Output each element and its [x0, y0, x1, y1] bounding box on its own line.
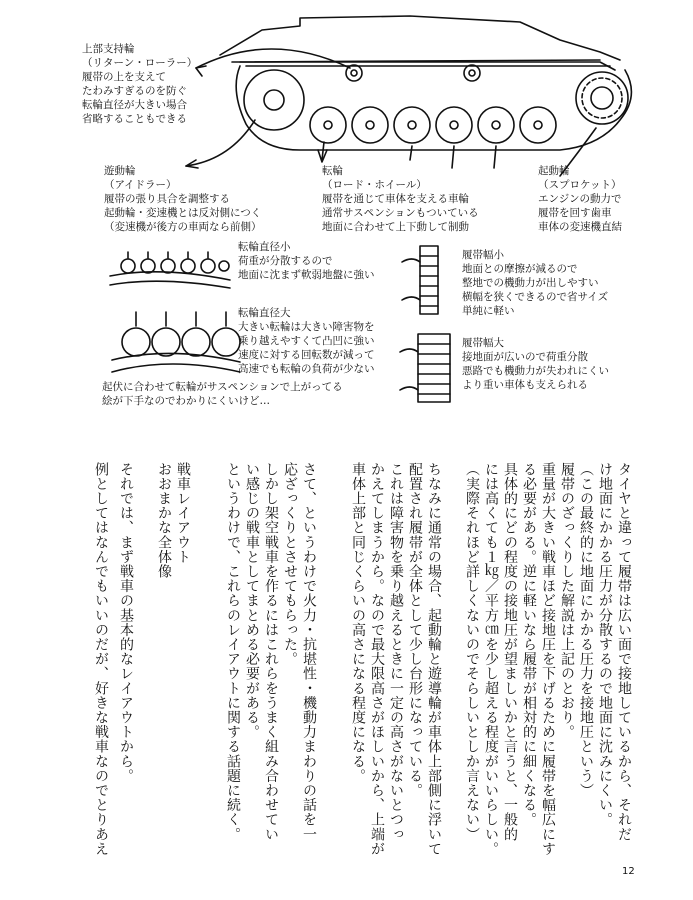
body-column-21: い感じの戦車としてまとめる必要がある。: [244, 462, 260, 740]
body-column-19: 応ざっくりとさせてもらった。: [282, 462, 298, 667]
annotation-large-wheel: 転輪直径大 大きい転輪は大きい障害物を 乗り越えやすくて凸凹に強い 速度に対する回転数が減って 高速でも転輪の負荷が少ない: [238, 307, 375, 375]
body-column-28: 例としてはなんでもいいのだが、好きな戦車なのでとりあえ: [93, 462, 109, 857]
body-column-10: （実際それほど詳しくないのでそらしいとしか言えない）: [464, 462, 480, 842]
section-subheading-overview: おおまかな全体像: [156, 462, 172, 579]
body-column-7: る必要がある。逆に軽いなら履帯が相対的に細くなる。: [521, 462, 537, 827]
body-column-14: これは障害物を乗り越えるときに一定の高さがないとつっ: [388, 462, 404, 842]
body-column-12: ちなみに通常の場合、起動輪と遊導輪が車体上部側に浮いて: [426, 462, 442, 857]
body-column-15: かえてしまうから。なので最大限高さがほしいから、上端が: [369, 462, 385, 857]
annotation-return-roller: 上部支持輪 （リターン・ローラー） 履帯の上を支えて たわみすぎるのを防ぐ 転輪直径が大きい場合 省略することもできる: [82, 43, 198, 125]
body-column-8: 具体的にどの程度の接地圧が望ましいかと言うと、一般的: [502, 462, 518, 842]
body-column-22: というわけで、これらのレイアウトに関する話題に続く。: [225, 462, 241, 842]
annotation-undulation: 起伏に合わせて転輪がサスペンションで上がってる 絵が下手なのでわかりにくいけど…: [102, 381, 343, 407]
page-number: 12: [622, 866, 635, 877]
body-column-3: （この最終的に地面にかかる圧力を接地圧という）: [578, 462, 594, 798]
section-heading-tank-layout: 戦車レイアウト: [175, 462, 191, 565]
body-column-18: さて、というわけで火力・抗堪性・機動力まわりの話を一: [301, 462, 317, 842]
body-column-6: 重量が大きい戦車ほど接地圧を下げるために履帯を幅広にす: [540, 462, 556, 857]
annotation-idler: 遊動輪 （アイドラー） 履帯の張り具合を調整する 起動輪・変速機とは反対側につく （変速機が後方の車両なら前側）: [104, 165, 262, 233]
annotation-wide-track: 履帯幅大 接地面が広いので荷重分散 悪路でも機動力が失われにくい より重い車体も支えられる: [462, 337, 609, 391]
body-column-27: それでは、まず戦車の基本的なレイアウトから。: [118, 462, 134, 784]
annotation-sprocket: 起動輪 （スプロケット） エンジンの動力で 履帯を回す歯車 車体の変速機直結: [538, 165, 622, 233]
body-column-1: タイヤと違って履帯は広い面で接地しているから、それだ: [616, 462, 632, 842]
body-column-20: しかし架空戦車を作るにはこれらをうまく組み合わせてい: [263, 462, 279, 842]
annotation-road-wheel: 転輪 （ロード・ホイール） 履帯を通じて車体を支える車輪 通常サスペンションもついている 地面に合わせて上下動して制動: [322, 165, 479, 233]
body-column-5: 履帯のざっくりした解説は上記のとおり。: [559, 462, 575, 740]
body-column-13: 配置され履帯が全体として少し台形になっている。: [407, 462, 423, 798]
annotation-narrow-track: 履帯幅小 地面との摩擦が減るので 整地での機動力が出しやすい 横幅を狭くできるので省サイズ 単純に軽い: [462, 249, 609, 317]
body-column-16: 車体上部と同じくらいの高さになる程度になる。: [350, 462, 366, 784]
body-column-9: には高くても１㎏／平方㎝を少し超える程度がいいらしい。: [483, 462, 499, 857]
body-column-2: け地面にかかる圧力が分散するので地面に沈みにくい。: [597, 462, 613, 827]
annotation-small-wheel: 転輪直径小 荷重が分散するので 地面に沈まず軟弱地盤に強い: [238, 241, 375, 281]
